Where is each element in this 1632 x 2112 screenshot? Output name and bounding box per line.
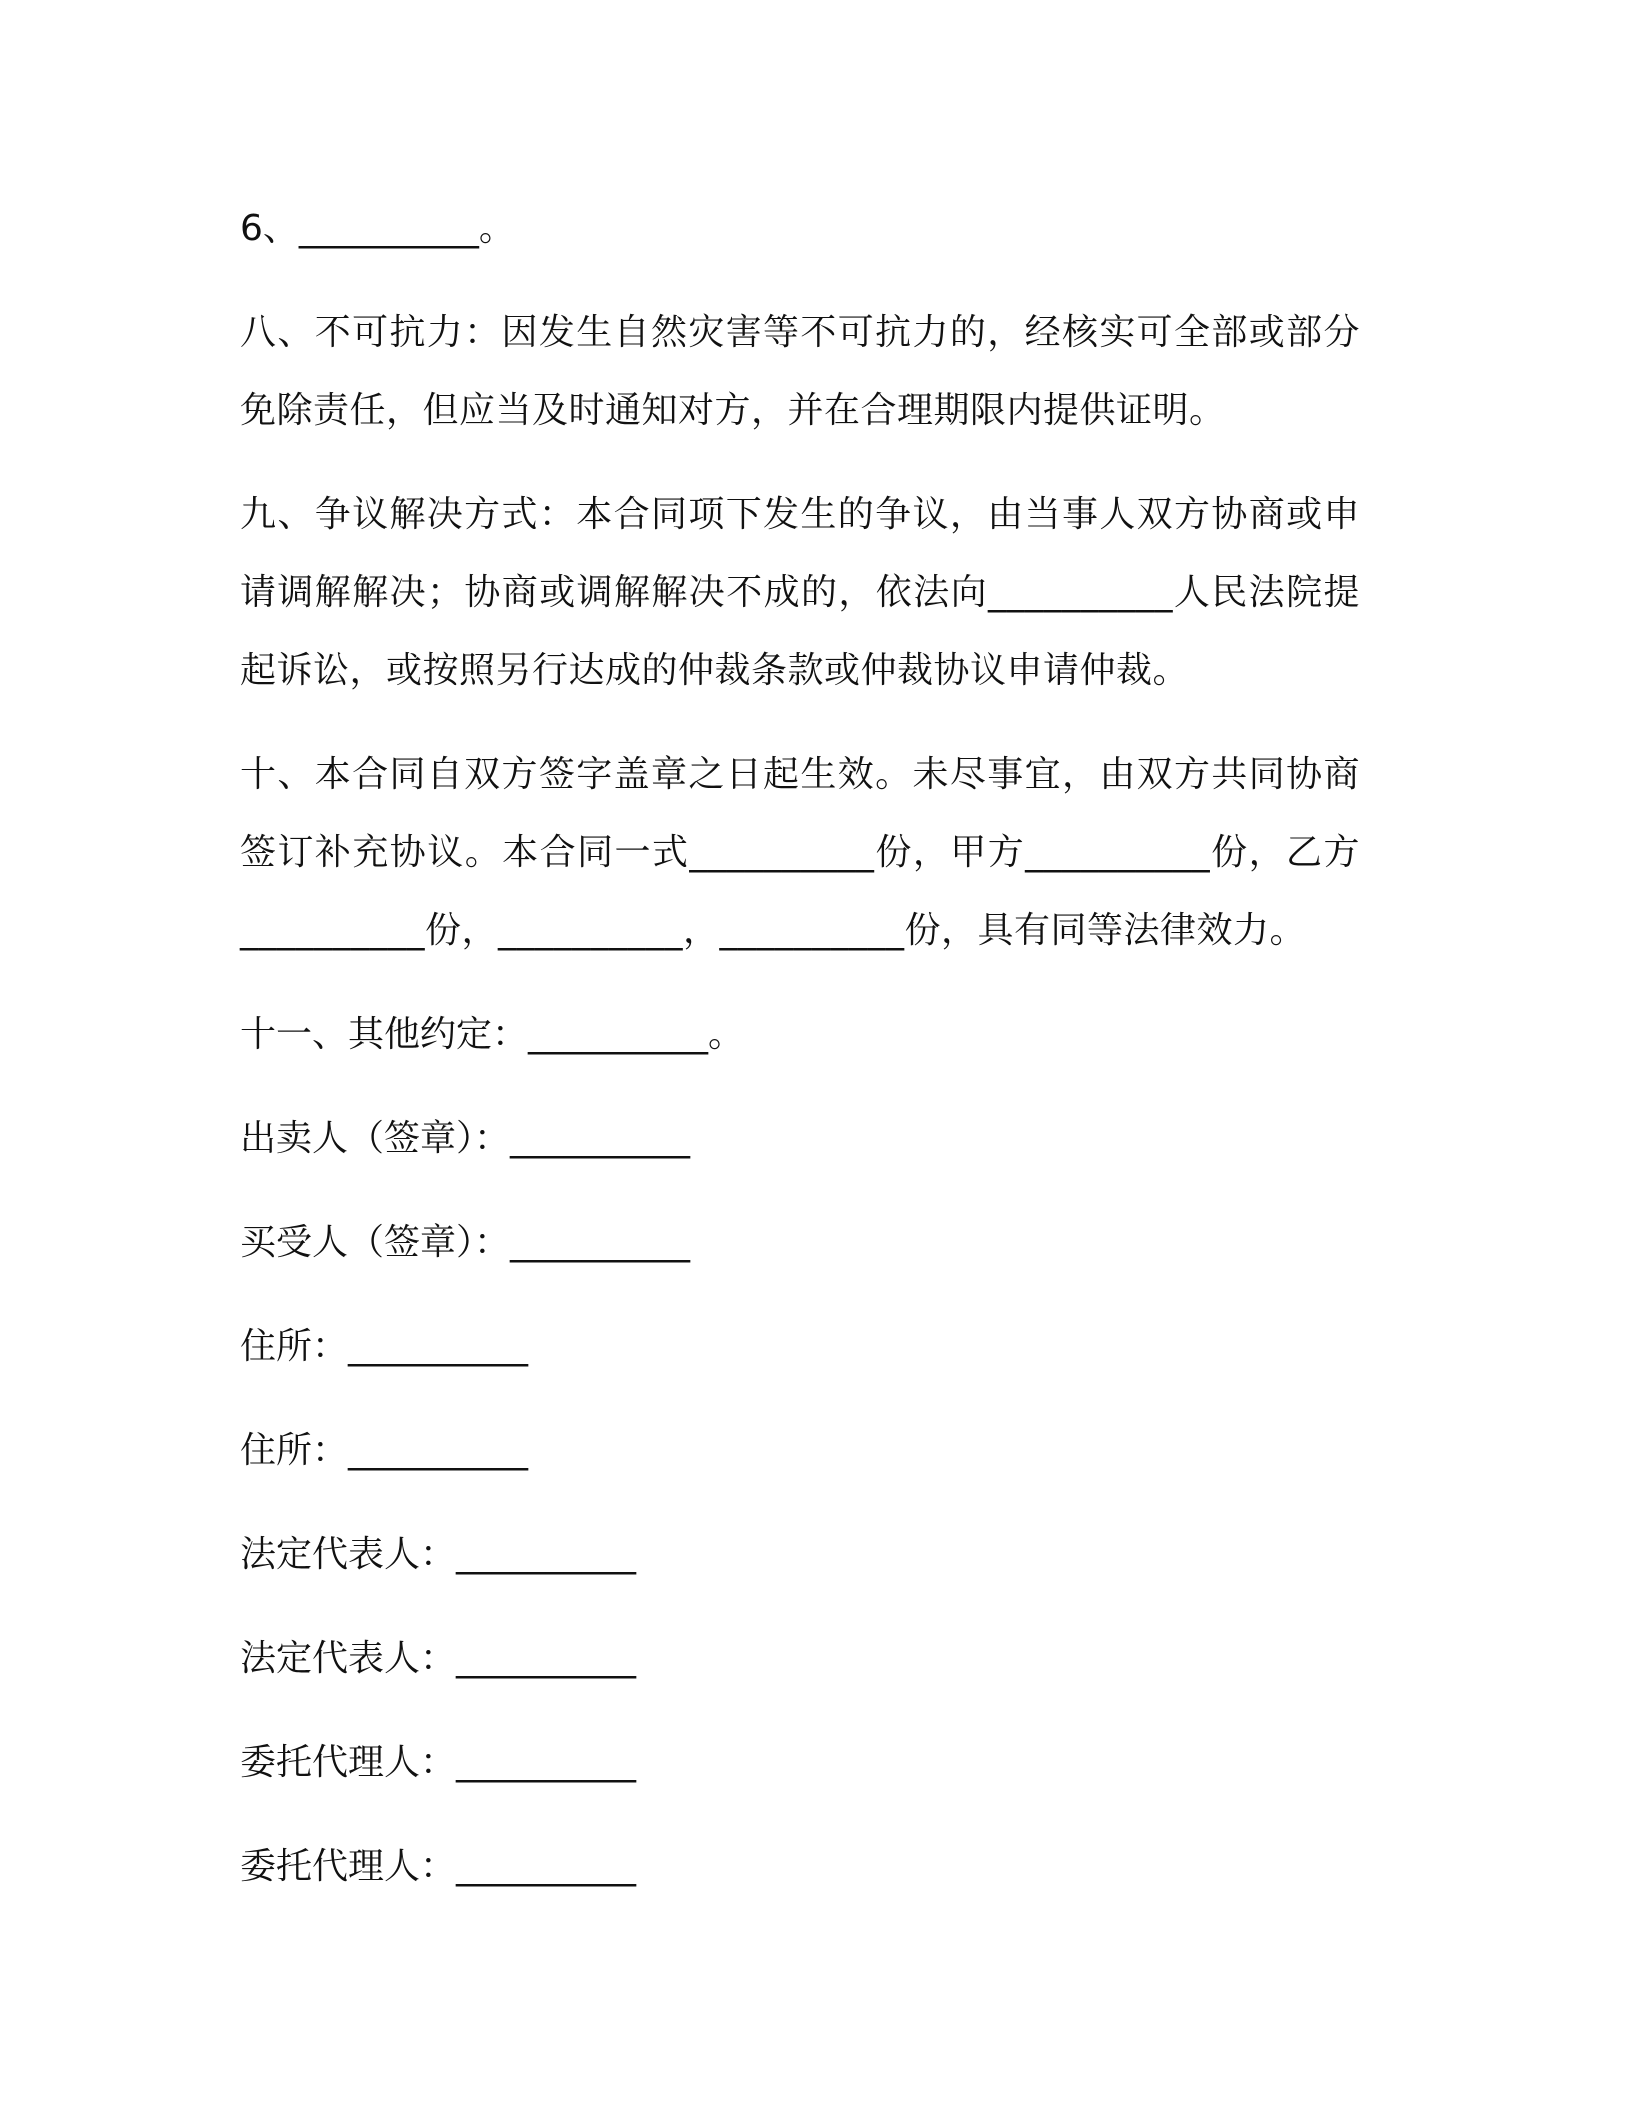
signature-seller: 出卖人（签章）：__________ [240, 1118, 691, 1159]
item-6: 6、__________。 [240, 208, 515, 249]
clause-effectiveness: 十、本合同自双方签字盖章之日起生效。未尽事宜，由双方共同协商签订补充协议。本合同一式__________份，甲方__________份，乙方__________份，__________，__________份，具有同等法律效力。 [240, 754, 1360, 951]
signature-legal-rep-buyer: 法定代表人：__________ [240, 1638, 637, 1679]
clause-other-agreements: 十一、其他约定：__________。 [240, 1014, 745, 1055]
clause-force-majeure: 八、不可抗力：因发生自然灾害等不可抗力的，经核实可全部或部分免除责任，但应当及时通知对方，并在合理期限内提供证明。 [240, 312, 1360, 431]
signature-agent-buyer: 委托代理人：__________ [240, 1846, 637, 1887]
document-page [240, 190, 1360, 1932]
signature-block [240, 1100, 1360, 1906]
signature-legal-rep-seller: 法定代表人：__________ [240, 1534, 637, 1575]
clause-dispute-resolution: 九、争议解决方式：本合同项下发生的争议，由当事人双方协商或申请调解解决；协商或调解解决不成的，依法向__________人民法院提起诉讼，或按照另行达成的仲裁条款或仲裁协议申请仲裁。 [240, 494, 1360, 691]
signature-buyer: 买受人（签章）：__________ [240, 1222, 691, 1263]
signature-address-seller: 住所：__________ [240, 1326, 529, 1367]
signature-agent-seller: 委托代理人：__________ [240, 1742, 637, 1783]
signature-address-buyer: 住所：__________ [240, 1430, 529, 1471]
